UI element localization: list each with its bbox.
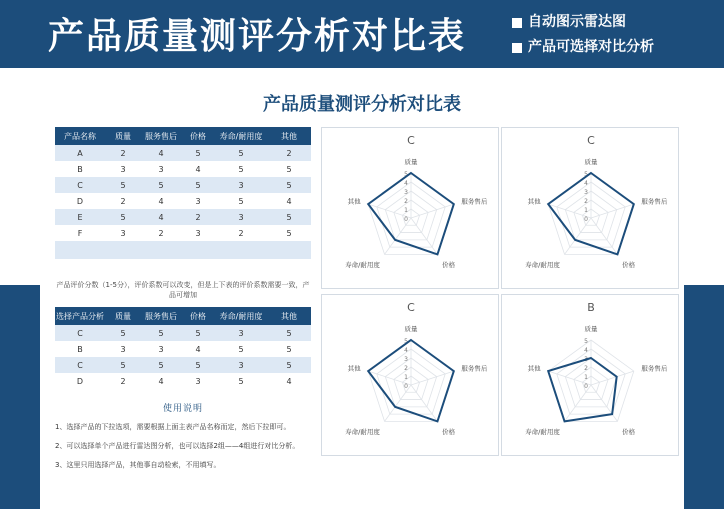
- header-banner: [0, 0, 724, 68]
- table-row: [55, 225, 311, 241]
- tick-label: 0: [404, 383, 408, 390]
- chart-title: C: [587, 134, 595, 147]
- axis-label: 价格: [442, 427, 456, 436]
- radar-chart-4: [501, 294, 679, 456]
- score-cell: 3: [141, 161, 181, 177]
- axis-label: 价格: [622, 427, 636, 436]
- score-cell: 3: [215, 325, 267, 341]
- empty-cell: [181, 241, 215, 259]
- chart-title: B: [587, 301, 595, 314]
- table-row: [55, 177, 311, 193]
- score-cell: 4: [141, 145, 181, 161]
- score-cell: 5: [141, 325, 181, 341]
- score-cell: 3: [105, 161, 141, 177]
- tick-label: 2: [584, 365, 588, 372]
- axis-label: 质量: [584, 325, 598, 333]
- score-cell: 2: [105, 193, 141, 209]
- feature-list: [512, 10, 654, 60]
- banner-title: 产品质量测评分析对比表: [48, 16, 467, 57]
- score-note: 产品评价分数（1-5分），评价系数可以改变，但是上下表的评价系数需要一致，产品可增加: [56, 281, 310, 299]
- tick-label: 5: [584, 338, 588, 345]
- empty-cell: [105, 241, 141, 259]
- column-header: 选择产品分析: [55, 307, 105, 325]
- score-cell: 5: [267, 177, 311, 193]
- table-row: [55, 193, 311, 209]
- tick-label: 5: [404, 171, 408, 178]
- score-cell: 5: [141, 357, 181, 373]
- column-header: 价格: [181, 127, 215, 145]
- score-cell: 3: [215, 357, 267, 373]
- axis-label: 寿命/耐用度: [525, 260, 560, 269]
- selection-table: [55, 307, 311, 389]
- score-cell: 2: [141, 225, 181, 241]
- score-cell: 5: [267, 341, 311, 357]
- score-cell: F: [55, 225, 105, 241]
- column-header: 质量: [105, 127, 141, 145]
- tick-label: 2: [404, 198, 408, 205]
- score-cell: 2: [267, 145, 311, 161]
- score-cell: 5: [105, 209, 141, 225]
- tick-label: 1: [584, 207, 588, 214]
- product-select-cell[interactable]: D: [55, 373, 105, 389]
- column-header: 寿命/耐用度: [215, 307, 267, 325]
- axis-label: 价格: [442, 260, 456, 269]
- table-row: [55, 325, 311, 341]
- score-cell: 5: [215, 161, 267, 177]
- score-cell: 5: [141, 177, 181, 193]
- tick-label: 0: [584, 216, 588, 223]
- table-row: [55, 161, 311, 177]
- instruction-item: 1、选择产品的下拉选项，需要根据上面主表产品名称而定，然后下拉即可。: [55, 423, 291, 431]
- column-header: 其他: [267, 127, 311, 145]
- product-score-table: [55, 127, 311, 259]
- spreadsheet-sheet: [40, 68, 684, 509]
- score-cell: 5: [267, 209, 311, 225]
- empty-cell: [215, 241, 267, 259]
- score-cell: 4: [141, 209, 181, 225]
- column-header: 其他: [267, 307, 311, 325]
- instruction-item: 3、这里只用选择产品，其他事自动检索，不用填写。: [55, 461, 221, 469]
- tick-label: 2: [584, 198, 588, 205]
- score-cell: B: [55, 161, 105, 177]
- axis-label: 寿命/耐用度: [345, 260, 380, 269]
- score-cell: 5: [267, 325, 311, 341]
- tick-label: 3: [584, 356, 588, 363]
- score-cell: 3: [181, 193, 215, 209]
- score-cell: 5: [181, 145, 215, 161]
- axis-label: 服务售后: [641, 197, 668, 206]
- axis-label: 质量: [404, 325, 418, 333]
- score-cell: 3: [105, 341, 141, 357]
- score-cell: 2: [105, 373, 141, 389]
- usage-instructions: [55, 418, 315, 475]
- score-cell: 3: [181, 373, 215, 389]
- table-row: [55, 373, 311, 389]
- axis-label: 其他: [347, 197, 361, 206]
- score-cell: 5: [215, 193, 267, 209]
- tick-label: 1: [404, 374, 408, 381]
- score-cell: D: [55, 193, 105, 209]
- column-header: 质量: [105, 307, 141, 325]
- score-cell: A: [55, 145, 105, 161]
- axis-label: 其他: [527, 364, 541, 373]
- score-cell: 5: [181, 357, 215, 373]
- tick-label: 5: [404, 338, 408, 345]
- square-bullet-icon: [512, 18, 522, 28]
- score-cell: 4: [141, 193, 181, 209]
- score-cell: 3: [105, 225, 141, 241]
- product-select-cell[interactable]: B: [55, 341, 105, 357]
- axis-label: 寿命/耐用度: [345, 427, 380, 436]
- instruction-item: 2、可以选择单个产品进行雷达图分析，也可以选择2组——4组进行对比分析。: [55, 442, 300, 450]
- square-bullet-icon: [512, 43, 522, 53]
- tick-label: 3: [404, 189, 408, 196]
- series-line: [548, 358, 616, 421]
- score-cell: 4: [267, 193, 311, 209]
- feature-item: 产品可选择对比分析: [512, 35, 654, 60]
- score-cell: 3: [215, 177, 267, 193]
- column-header: 服务售后: [141, 307, 181, 325]
- empty-cell: [141, 241, 181, 259]
- score-cell: 3: [181, 225, 215, 241]
- table-row: [55, 341, 311, 357]
- sheet-title: 产品质量测评分析对比表: [263, 94, 461, 115]
- score-cell: 4: [181, 341, 215, 357]
- score-cell: 4: [141, 373, 181, 389]
- axis-label: 其他: [347, 364, 361, 373]
- product-select-cell[interactable]: C: [55, 357, 105, 373]
- axis-label: 服务售后: [461, 197, 488, 206]
- score-cell: 5: [215, 341, 267, 357]
- table-row: [55, 209, 311, 225]
- axis-label: 质量: [404, 158, 418, 166]
- column-header: 产品名称: [55, 127, 105, 145]
- score-cell: 5: [267, 357, 311, 373]
- tick-label: 0: [404, 216, 408, 223]
- score-cell: 5: [267, 161, 311, 177]
- axis-label: 寿命/耐用度: [525, 427, 560, 436]
- tick-label: 4: [404, 180, 408, 187]
- empty-cell: [55, 241, 105, 259]
- score-cell: 5: [215, 145, 267, 161]
- score-cell: 5: [215, 373, 267, 389]
- score-cell: 4: [267, 373, 311, 389]
- axis-label: 服务售后: [641, 364, 668, 373]
- empty-cell: [267, 241, 311, 259]
- score-cell: 2: [215, 225, 267, 241]
- feature-item: 自动图示雷达图: [512, 10, 654, 35]
- score-cell: 5: [181, 177, 215, 193]
- empty-row: [55, 241, 311, 259]
- tick-label: 4: [584, 180, 588, 187]
- radar-chart-3: [321, 294, 499, 456]
- tick-label: 5: [584, 171, 588, 178]
- table-row: [55, 357, 311, 373]
- chart-title: C: [407, 301, 415, 314]
- column-header: 寿命/耐用度: [215, 127, 267, 145]
- score-cell: 5: [181, 325, 215, 341]
- tick-label: 1: [584, 374, 588, 381]
- tick-label: 4: [404, 347, 408, 354]
- radar-chart-1: [321, 127, 499, 289]
- axis-label: 质量: [584, 158, 598, 166]
- axis-label: 价格: [622, 260, 636, 269]
- table-row: [55, 145, 311, 161]
- score-cell: 5: [105, 177, 141, 193]
- tick-label: 1: [404, 207, 408, 214]
- product-select-cell[interactable]: C: [55, 325, 105, 341]
- score-cell: 4: [181, 161, 215, 177]
- axis-label: 其他: [527, 197, 541, 206]
- score-cell: E: [55, 209, 105, 225]
- score-cell: 5: [105, 325, 141, 341]
- radar-chart-2: [501, 127, 679, 289]
- tick-label: 3: [584, 189, 588, 196]
- tick-label: 3: [404, 356, 408, 363]
- score-cell: 3: [141, 341, 181, 357]
- tick-label: 2: [404, 365, 408, 372]
- tick-label: 0: [584, 383, 588, 390]
- score-cell: 2: [181, 209, 215, 225]
- usage-title: 使用说明: [162, 404, 203, 414]
- score-cell: 5: [267, 225, 311, 241]
- score-cell: 2: [105, 145, 141, 161]
- score-cell: 5: [105, 357, 141, 373]
- column-header: 价格: [181, 307, 215, 325]
- axis-label: 服务售后: [461, 364, 488, 373]
- score-cell: 3: [215, 209, 267, 225]
- tick-label: 4: [584, 347, 588, 354]
- score-cell: C: [55, 177, 105, 193]
- chart-title: C: [407, 134, 415, 147]
- column-header: 服务售后: [141, 127, 181, 145]
